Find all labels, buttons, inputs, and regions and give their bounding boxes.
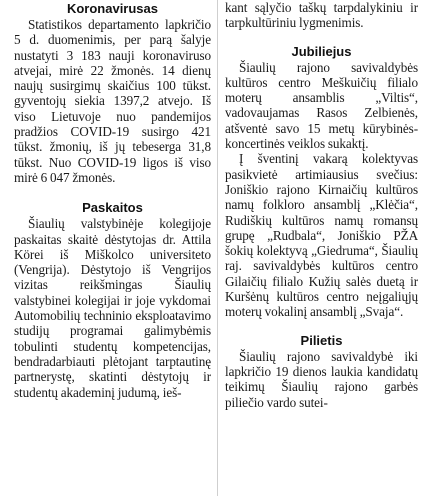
- article-paskaitos: [14, 199, 211, 400]
- article-jubiliejus: [225, 43, 418, 320]
- article-body: Šiaulių rajono savivaldybės kultūros centro Meškuičių filialo moterų ansamblis „Viltis“, vadovaujamas Rasos Zelbienės, atšventė savo 15 metų kūrybinės-koncertinės veiklos sukaktį.: [225, 59, 418, 152]
- spacer: [225, 31, 418, 43]
- article-body: Į šventinį vakarą kolektyvas pasikvietė artimiausius svečius: Joniškio rajono Kirnaičių kultūros namų folkloro ansamblį „Klėčia“, Rudiškių kultūros namų romansų grupę „Rudbala“, Joniškio PŽA šokių kolektyvą „Giedruma“, Šiaulių raj. savivaldybės kultūros centro Gilaičių filialo Kužių salės duetą ir Kuršėnų kultūros centro neįgaliųjų moterų vokalinį ansamblį „Svaja“.: [225, 151, 418, 320]
- article-pilietis: [225, 332, 418, 410]
- spacer: [14, 185, 211, 199]
- right-column: [225, 0, 418, 496]
- article-heading: Jubiliejus: [291, 43, 352, 59]
- article-heading: Paskaitos: [82, 200, 143, 216]
- article-body: Šiaulių valstybinėje kolegijoje paskaitas skaitė dėstytojas dr. Attila Körei iš Miškolco universiteto (Vengrija). Dėstytojo iš Vengrijos vizitas reikšmingas Šiaulių valstybinei kolegijai ir joje vykdomai Automobilių techninio eksploatavimo studijų programai galimybėmis tobulinti studentų kompetencijas, bendradarbiauti plėtojant tarptautinę partnerystę, skatinti dėstytojų ir studentų akademinį judumą, ieš-: [14, 216, 211, 400]
- spacer: [225, 320, 418, 332]
- article-body: Statistikos departamento lapkričio 5 d. duomenimis, per parą šalyje nustatyti 3 183 nauji koronaviruso atvejai, mirė 22 žmonės. 14 dienų naujų susirgimų skaičius 100 tūkst. gyventojų siekia 1397,2 atvejo. Iš viso Lietuvoje nuo pandemijos pradžios COVID-19 susirgo 421 tūkst. žmonių, iš jų tebeserga 31,8 tūkst. Nuo COVID-19 ligos iš viso mirė 6 047 žmonės.: [14, 17, 211, 185]
- article-continuation: kant sąlyčio taškų tarpdalykiniu ir tarpkultūriniu lygmenimis.: [225, 0, 418, 31]
- article-heading: Koronavirusas: [66, 1, 159, 16]
- article-body: Šiaulių rajono savivaldybė iki lapkričio 19 dienos laukia kandidatų teikimų Šiaulių rajono garbės piliečio vardo sutei-: [225, 348, 418, 410]
- column-divider: [217, 0, 218, 496]
- left-column: [14, 0, 211, 496]
- article-koronavirusas: [14, 0, 211, 185]
- article-heading: Pilietis: [300, 332, 343, 348]
